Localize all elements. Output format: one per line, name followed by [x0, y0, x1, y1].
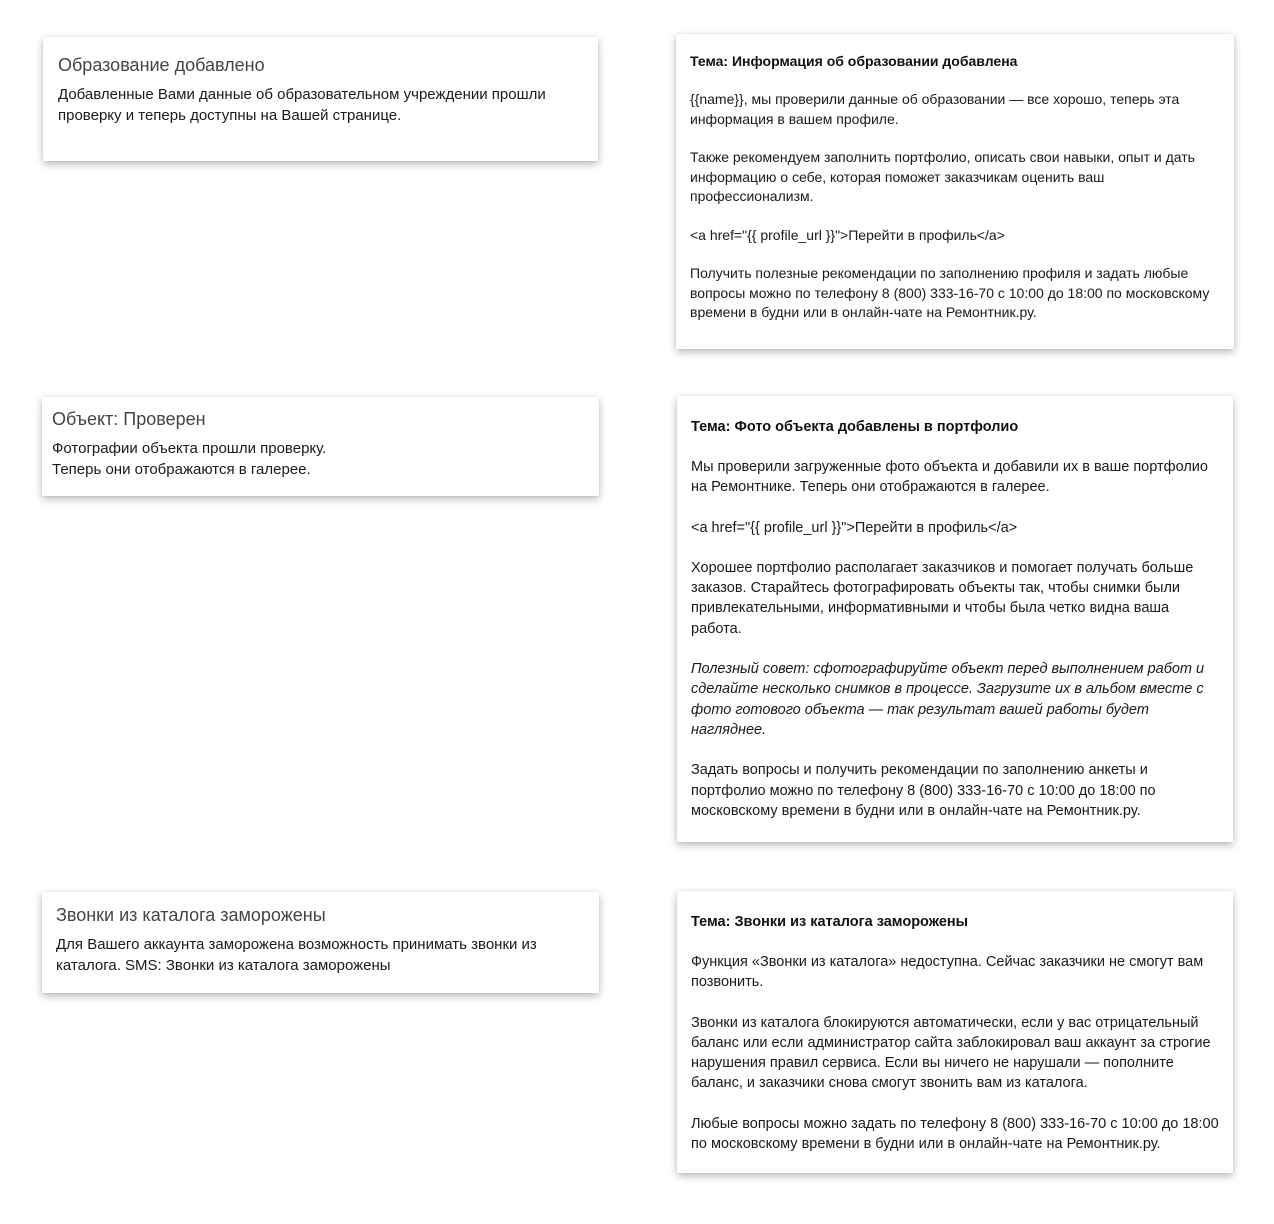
email-paragraph: Также рекомендуем заполнить портфолио, описать свои навыки, опыт и дать информацию о себе, которая поможет заказчикам оценить ваш профессионализм. — [690, 149, 1195, 204]
notification-body-line: Фотографии объекта прошли проверку. — [52, 440, 327, 457]
notification-body: Для Вашего аккаунта заморожена возможность принимать звонки из каталога. SMS: Звонки из каталога заморожены — [56, 936, 537, 974]
email-card-calls-frozen — [677, 891, 1233, 1173]
email-paragraph: Функция «Звонки из каталога» недоступна. Сейчас заказчики не смогут вам позвонить. — [691, 954, 1204, 991]
email-paragraph: Мы проверили загруженные фото объекта и добавили их в ваше портфолио на Ремонтнике. Теперь они отображаются в галерее. — [691, 459, 1208, 496]
notification-title: Образование добавлено — [58, 55, 265, 75]
email-paragraph: {{name}}, мы проверили данные об образовании — все хорошо, теперь эта информация в вашем профиле. — [690, 91, 1180, 127]
email-profile-link-markup: <a href="{{ profile_url }}">Перейти в профиль</a> — [691, 519, 1018, 536]
email-subject: Тема: Информация об образовании добавлена — [690, 53, 1018, 69]
email-paragraph: Получить полезные рекомендации по заполнению профиля и задать любые вопросы можно по телефону 8 (800) 333-16-70 с 10:00 до 18:00 по московскому времени в будни или в онлайн-чате на Ремонтник.ру. — [690, 265, 1210, 320]
email-paragraph: Хорошее портфолио располагает заказчиков и помогает получать больше заказов. Старайтесь фотографировать объекты так, чтобы снимки были привлекательными, информативными и чтобы была четко видна ваша работа. — [691, 559, 1194, 637]
notification-title: Объект: Проверен — [52, 409, 206, 429]
notification-body — [52, 438, 589, 480]
notification-card-education — [43, 37, 598, 161]
email-subject: Тема: Звонки из каталога заморожены — [691, 914, 969, 930]
notification-title: Звонки из каталога заморожены — [56, 905, 326, 925]
email-subject: Тема: Фото объекта добавлены в портфолио — [691, 419, 1019, 435]
notification-body-line: Теперь они отображаются в галерее. — [52, 461, 311, 478]
email-card-portfolio-photos — [677, 396, 1233, 842]
email-paragraph: Звонки из каталога блокируются автоматически, если у вас отрицательный баланс или если администратор сайта заблокировал ваш аккаунт за строгие нарушения правил сервиса. Если вы ничего не нарушали — пополните баланс, и заказчики снова смогут звонить вам из каталога. — [691, 1014, 1211, 1092]
email-paragraph: Задать вопросы и получить рекомендации по заполнению анкеты и портфолио можно по телефону 8 (800) 333-16-70 с 10:00 до 18:00 по московскому времени в будни или в онлайн-чате на Ремонтник.ру. — [691, 762, 1156, 819]
email-profile-link-markup: <a href="{{ profile_url }}">Перейти в профиль</a> — [690, 226, 1005, 243]
notification-card-object-verified — [42, 397, 599, 496]
notification-card-calls-frozen — [42, 892, 599, 993]
notification-body: Добавленные Вами данные об образовательном учреждении прошли проверку и теперь доступны на Вашей странице. — [58, 86, 546, 124]
email-tip-paragraph: Полезный совет: сфотографируйте объект перед выполнением работ и сделайте несколько снимков в процессе. Загрузите их в альбом вместе с фото готового объекта — так результат вашей работы будет нагляднее. — [691, 661, 1205, 738]
email-paragraph: Любые вопросы можно задать по телефону 8 (800) 333-16-70 с 10:00 до 18:00 по московскому времени в будни или в онлайн-чате на Ремонтник.ру. — [691, 1115, 1219, 1153]
email-card-education — [676, 34, 1234, 349]
